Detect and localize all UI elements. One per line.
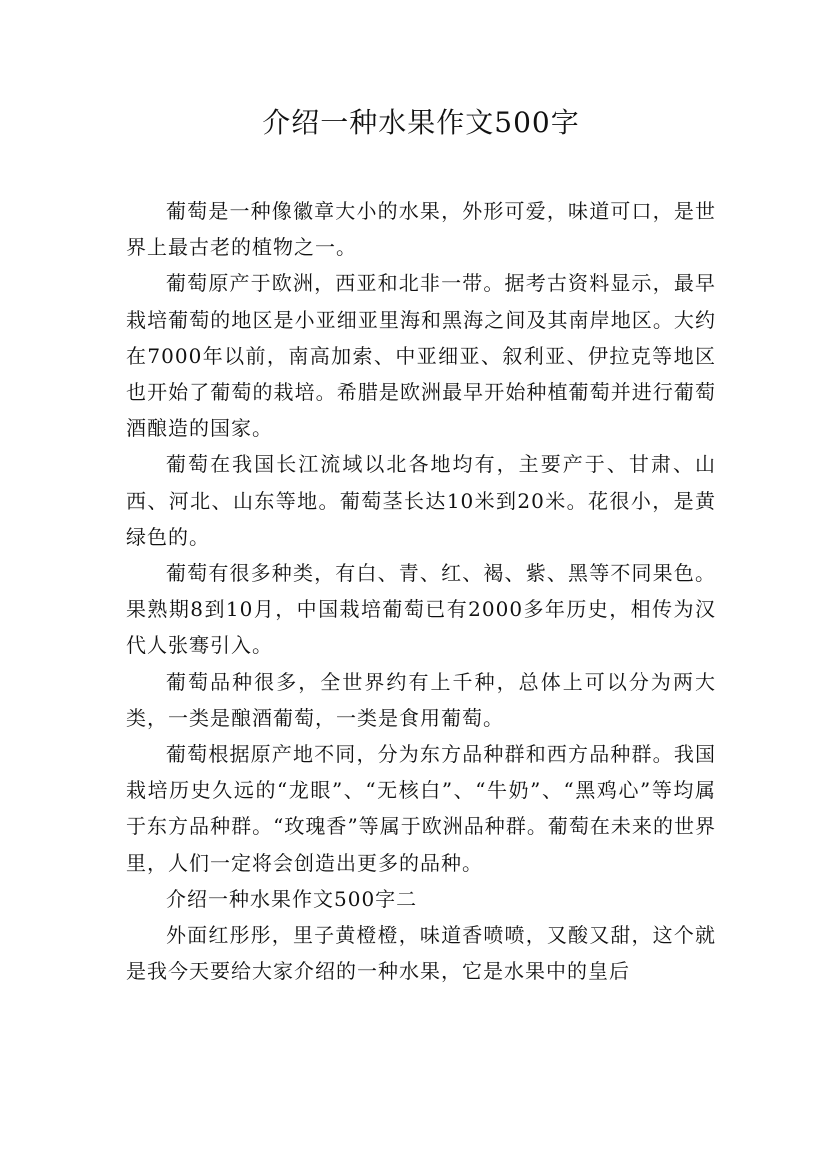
paragraph-3: 葡萄在我国长江流域以北各地均有，主要产于、甘肃、山西、河北、山东等地。葡萄茎长达10米到20米。花很小，是黄绿色的。 [126,452,716,549]
paragraph-6: 葡萄根据原产地不同，分为东方品种群和西方品种群。我国栽培历史久远的“龙眼”、“无核白”、“牛奶”、“黑鸡心”等均属于东方品种群。“玫瑰香”等属于欧洲品种群。葡萄在未来的世界里，人们一定将会创造出更多的品种。 [126,742,716,875]
paragraph-7: 外面红彤彤，里子黄橙橙，味道香喷喷，又酸又甜，这个就是我今天要给大家介绍的一种水果，它是水果中的皇后 [126,923,716,984]
document-body [126,193,716,989]
document-title: 介绍一种水果作文500字 [262,106,580,139]
paragraph-5: 葡萄品种很多，全世界约有上千种，总体上可以分为两大类，一类是酿酒葡萄，一类是食用葡萄。 [126,669,716,730]
paragraph-1: 葡萄是一种像徽章大小的水果，外形可爱，味道可口，是世界上最古老的植物之一。 [126,199,716,260]
section-heading-2: 介绍一种水果作文500字二 [166,886,418,911]
paragraph-4: 葡萄有很多种类，有白、青、红、褐、紫、黑等不同果色。果熟期8到10月，中国栽培葡萄已有2000多年历史，相传为汉代人张骞引入。 [126,561,716,658]
paragraph-2: 葡萄原产于欧洲，西亚和北非一带。据考古资料显示，最早栽培葡萄的地区是小亚细亚里海和黑海之间及其南岸地区。大约在7000年以前，南高加索、中亚细亚、叙利亚、伊拉克等地区也开始了葡萄的栽培。希腊是欧洲最早开始种植葡萄并进行葡萄酒酿造的国家。 [126,271,716,441]
